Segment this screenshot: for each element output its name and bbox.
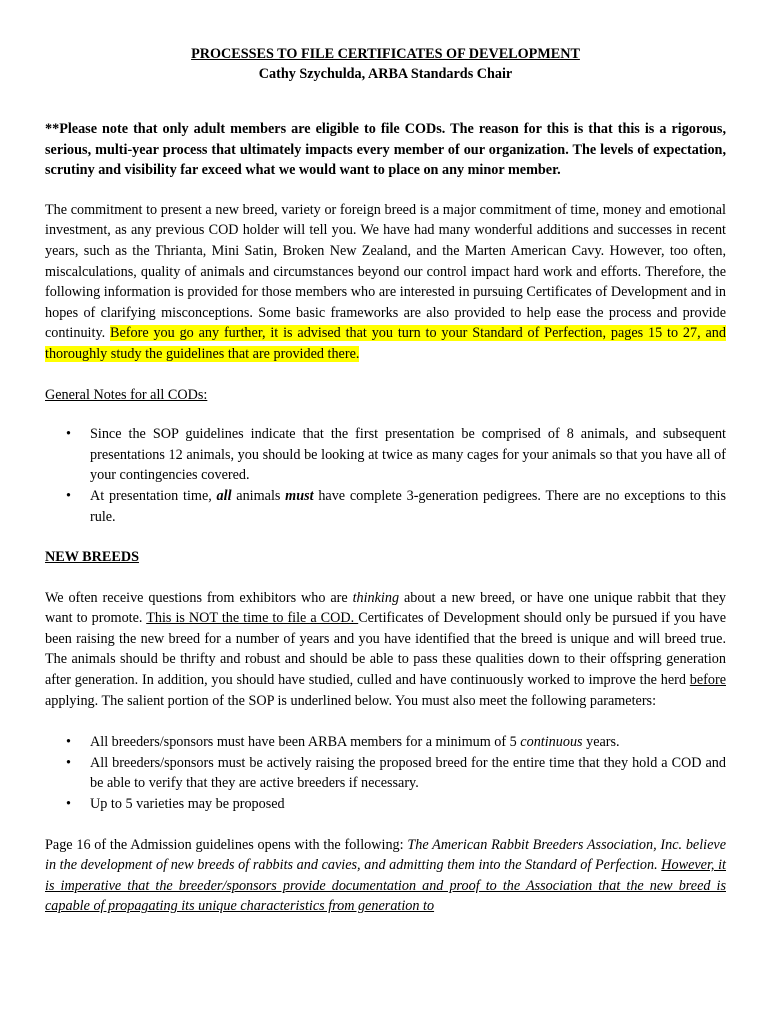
intro-text: The commitment to present a new breed, variety or foreign breed is a major commitment of time, money and emotional investment, as any previous COD holder will tell you. We have had many wonderful additions and successes in recent years, such as the Thrianta, Mini Satin, Broken New Zealand, and the Marten American Cavy. However, too often, miscalculations, quality of animals and circumstances beyond our control impact hard work and efforts. Therefore, the following information is provided for those members who are interested in pursuing Certificates of Development and in hopes of clarifying misconceptions. Some basic frameworks are also provided to help ease the process and provide continuity. bbox=[45, 201, 726, 342]
not-time-to-file-note: This is NOT the time to file a COD. bbox=[146, 610, 359, 627]
highlighted-advice: Before you go any further, it is advised that you turn to your Standard of Perfection, pages 15 to 27, and thoroughly study the guidelines that are provided there. bbox=[45, 325, 726, 362]
bullet-icon: • bbox=[66, 754, 71, 771]
general-notes-list bbox=[45, 424, 726, 527]
general-notes-heading: General Notes for all CODs: bbox=[45, 386, 208, 403]
adult-members-note: **Please note that only adult members are eligible to file CODs. The reason for this is that this is a rigorous, serious, multi-year process that ultimately impacts every member of our organization. The levels of expectation, scrutiny and visibility far exceed what we would want to place on any minor member. bbox=[45, 121, 726, 179]
list-item: • At presentation time, all animals must have complete 3-generation pedigrees. There are no exceptions to this rule. bbox=[66, 487, 726, 525]
bullet-icon: • bbox=[66, 487, 71, 504]
bullet-icon: • bbox=[66, 796, 71, 813]
document-page bbox=[45, 44, 726, 917]
admission-guidelines-paragraph: Page 16 of the Admission guidelines opens with the following: The American Rabbit Breeders Association, Inc. believe in the development of new breeds of rabbits and cavies, and admitting them into the Standard of Perfection. However, it is imperative that the breeder/sponsors provide documentation and proof to the Association that the new breed is capable of propagating its unique characteristics from generation to bbox=[45, 836, 727, 915]
list-item bbox=[45, 794, 726, 815]
list-item bbox=[45, 753, 726, 794]
document-author: Cathy Szychulda, ARBA Standards Chair bbox=[258, 66, 513, 82]
bullet-icon: • bbox=[66, 426, 71, 443]
list-item-text: Since the SOP guidelines indicate that the first presentation be comprised of 8 animals, and subsequent presentations 12 animals, you should be looking at twice as many cages for your animals so that you have all of your contingencies covered. bbox=[90, 426, 726, 484]
list-item-text: Up to 5 varieties may be proposed bbox=[90, 796, 285, 813]
list-item: • All breeders/sponsors must have been ARBA members for a minimum of 5 continuous years. bbox=[45, 732, 726, 753]
list-item-text: All breeders/sponsors must be actively raising the proposed breed for the entire time that they hold a COD and be able to verify that they are active breeders if necessary. bbox=[90, 754, 726, 792]
document-title: PROCESSES TO FILE CERTIFICATES OF DEVELOPMENT bbox=[191, 46, 580, 62]
parameters-list bbox=[45, 732, 726, 814]
bullet-icon: • bbox=[66, 734, 71, 751]
new-breeds-heading: NEW BREEDS bbox=[45, 549, 139, 566]
list-item bbox=[45, 424, 726, 486]
intro-paragraph bbox=[45, 200, 726, 365]
new-breeds-paragraph: We often receive questions from exhibitors who are thinking about a new breed, or have one unique rabbit that they want to promote. This is NOT the time to file a COD. Certificates of Development should only be pursued if you have been raising the new breed for a number of years and you have identified that the breed is unique and will breed true. The animals should be thrifty and robust and should be able to pass these qualities down to their offspring generation after generation. In addition, you should have studied, culled and have continuously worked to improve the herd before applying. The salient portion of the SOP is underlined below. You must also meet the following parameters: bbox=[45, 589, 727, 709]
